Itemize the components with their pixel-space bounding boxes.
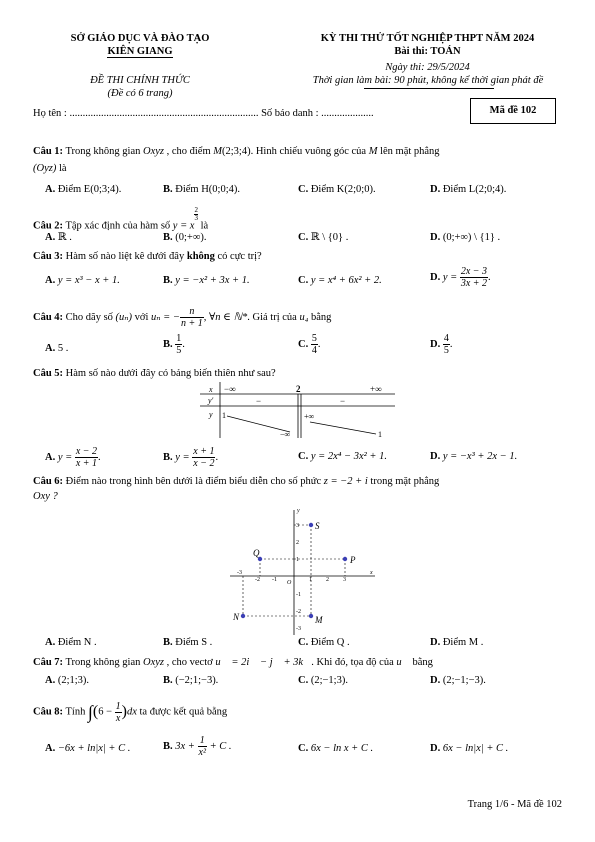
question-label: Câu 1: bbox=[33, 146, 64, 157]
math-var: M bbox=[213, 146, 223, 157]
option-key: B. bbox=[163, 740, 173, 752]
option-text: Điểm H(0;0;4). bbox=[175, 184, 241, 195]
q4-option-a[interactable] bbox=[45, 342, 68, 356]
fraction-numerator: 2x − 3 bbox=[460, 266, 488, 277]
x-axis-label: x bbox=[370, 570, 373, 576]
department-line2 bbox=[40, 46, 240, 57]
option-key: B. bbox=[163, 275, 173, 286]
page-footer: Trang 1/6 - Mã đề 102 bbox=[467, 799, 562, 810]
fraction-numerator: n bbox=[180, 306, 204, 318]
question-text: Trong không gian bbox=[63, 146, 143, 157]
fraction-denominator: x − 2 bbox=[193, 458, 215, 469]
exam-subject: Bài thi: TOÁN bbox=[394, 46, 461, 57]
option-key: A. bbox=[45, 232, 56, 243]
fraction-denominator: x + 1 bbox=[75, 458, 98, 469]
x-tick-label: 1 bbox=[309, 577, 312, 583]
q7-option-a[interactable] bbox=[45, 674, 89, 688]
exam-title: KỲ THI THỬ TỐT NGHIỆP THPT NĂM 2024 bbox=[320, 33, 535, 44]
option-key: C. bbox=[298, 338, 309, 350]
option-text: y = bbox=[57, 451, 73, 463]
complex-plane-graph bbox=[225, 505, 380, 637]
option-key: B. bbox=[163, 451, 173, 463]
option-key: D. bbox=[430, 232, 441, 243]
question-text: Tập xác định của hàm số bbox=[63, 220, 173, 232]
option-text: 6x − ln x + C . bbox=[310, 743, 374, 754]
option-text: (−2;1;−3). bbox=[175, 675, 219, 686]
q2-option-a[interactable] bbox=[45, 231, 72, 245]
q6-option-c[interactable] bbox=[298, 636, 350, 650]
table-minus-inf: −∞ bbox=[280, 430, 291, 438]
integral-sign: ∫ bbox=[87, 702, 93, 722]
fraction-denominator: n + 1 bbox=[180, 318, 203, 329]
q8-option-a[interactable] bbox=[45, 742, 130, 756]
question-6 bbox=[33, 475, 563, 489]
option-text: (0;+∞). bbox=[175, 232, 207, 243]
q1-option-a[interactable] bbox=[45, 183, 121, 197]
open-paren: ( bbox=[92, 703, 99, 720]
question-label: Câu 2: bbox=[33, 220, 64, 232]
option-text: 6x − ln|x| + C . bbox=[442, 743, 509, 754]
math-expr: u₄ bbox=[299, 311, 309, 323]
option-key: A. bbox=[45, 343, 56, 354]
point-S bbox=[309, 523, 313, 527]
option-key: B. bbox=[163, 184, 173, 195]
fraction-numerator: 1 bbox=[176, 333, 182, 344]
q5-option-b[interactable]: B. y = $\frac{x + 1}{x - 2}$ . bbox=[163, 446, 219, 469]
question-text: là bbox=[56, 163, 67, 174]
table-x-label: x bbox=[209, 385, 213, 394]
question-text: Cho dãy số bbox=[63, 311, 116, 323]
q4-option-b[interactable]: B. $\frac{1}{5}$ . bbox=[163, 333, 185, 356]
option-key: D. bbox=[430, 675, 441, 686]
fraction-denominator: x bbox=[115, 712, 121, 724]
math-expr: z = −2 + i bbox=[323, 476, 368, 487]
question-text: là bbox=[197, 220, 209, 232]
q6-option-b[interactable] bbox=[163, 636, 212, 650]
x-tick-label: -3 bbox=[237, 570, 242, 576]
question-8 bbox=[33, 700, 563, 724]
point-label-M: M bbox=[315, 615, 323, 625]
fraction-numerator: 5 bbox=[311, 333, 317, 344]
point-M bbox=[309, 614, 313, 618]
q4-option-c[interactable]: C. $\frac{5}{4}$ . bbox=[298, 333, 321, 356]
table-y-label: y bbox=[209, 410, 213, 419]
y-tick-label: 2 bbox=[296, 540, 299, 546]
option-key: B. bbox=[163, 675, 173, 686]
q3-option-c[interactable] bbox=[298, 274, 382, 288]
option-key: C. bbox=[298, 184, 309, 195]
x-tick-label: -2 bbox=[255, 577, 260, 583]
question-text: , cho điểm bbox=[163, 146, 214, 157]
option-key: C. bbox=[298, 232, 309, 243]
fraction-numerator: 1 bbox=[198, 735, 207, 747]
question-label: Câu 3: bbox=[33, 251, 64, 262]
option-key: C. bbox=[298, 637, 309, 648]
question-3 bbox=[33, 250, 563, 264]
point-label-Q: Q bbox=[253, 548, 260, 558]
option-key: B. bbox=[163, 637, 173, 648]
fraction-numerator: 4 bbox=[443, 333, 449, 344]
table-value-2: 2 bbox=[296, 384, 301, 394]
question-text: Trong không gian bbox=[63, 657, 143, 668]
option-text: y = −x³ + 2x − 1. bbox=[442, 451, 518, 462]
fraction-denominator: x² bbox=[198, 747, 206, 758]
option-key: A. bbox=[45, 184, 56, 195]
x-tick-label: 3 bbox=[343, 577, 346, 583]
question-label: Câu 5: bbox=[33, 368, 64, 379]
table-plus-inf: +∞ bbox=[370, 384, 382, 394]
option-text: y = −x² + 3x + 1. bbox=[175, 275, 250, 286]
q6-option-d[interactable] bbox=[430, 636, 483, 650]
question-text: có cực trị? bbox=[214, 251, 262, 262]
option-key: A. bbox=[45, 637, 56, 648]
q7-option-b[interactable] bbox=[163, 674, 218, 688]
table-value-1: 1 bbox=[222, 411, 226, 420]
point-N bbox=[241, 614, 245, 618]
q1-option-c[interactable] bbox=[298, 183, 376, 197]
y-tick-label: 3 bbox=[296, 523, 299, 529]
table-yprime-label: y' bbox=[208, 396, 214, 405]
q7-option-d[interactable] bbox=[430, 674, 486, 688]
x-tick-label: 2 bbox=[326, 577, 329, 583]
option-text: 5 . bbox=[57, 343, 69, 354]
y-tick-label: -1 bbox=[296, 592, 301, 598]
point-label-N: N bbox=[233, 612, 240, 622]
option-key: C. bbox=[298, 675, 309, 686]
math-expr: (Oyz) bbox=[33, 163, 57, 174]
option-text: Điểm K(2;0;0). bbox=[310, 184, 376, 195]
option-text: 3x + bbox=[175, 740, 195, 752]
exponent-den: 3 bbox=[194, 214, 198, 222]
y-tick-label: -3 bbox=[296, 626, 301, 632]
y-axis-label: y bbox=[297, 508, 300, 514]
table-plus-inf: +∞ bbox=[304, 412, 315, 421]
option-text: + C . bbox=[209, 740, 232, 752]
sign-minus: − bbox=[256, 396, 262, 406]
question-text: . Giá trị của bbox=[247, 311, 300, 323]
option-key: C. bbox=[298, 275, 309, 286]
math-expr: , ∀n ∈ ℕ* bbox=[203, 311, 248, 323]
province: KIÊN GIANG bbox=[107, 46, 173, 57]
department-line1: SỞ GIÁO DỤC VÀ ĐÀO TẠO bbox=[70, 33, 210, 44]
option-text: y = bbox=[175, 451, 190, 463]
pages-note: (Đề có 6 trang) bbox=[107, 88, 173, 99]
question-text: Tính bbox=[63, 706, 88, 718]
duration-underline bbox=[364, 88, 494, 89]
exam-date: Ngày thi: 29/5/2024 bbox=[385, 62, 470, 73]
option-text: Điểm L(2;0;4). bbox=[442, 184, 507, 195]
option-key: D. bbox=[430, 743, 441, 754]
q3-option-d[interactable]: D. y = $\frac{2x - 3}{3x + 2}$ . bbox=[430, 266, 491, 289]
fraction-denominator: 4 bbox=[311, 345, 317, 356]
option-text: Điểm S . bbox=[175, 637, 213, 648]
option-key: A. bbox=[45, 743, 56, 754]
q4-option-d[interactable]: D. $\frac{4}{5}$ . bbox=[430, 333, 453, 356]
x-tick-label: -1 bbox=[272, 577, 277, 583]
question-label: Câu 7: bbox=[33, 657, 64, 668]
sign-minus: − bbox=[340, 396, 346, 406]
q5-option-a[interactable]: A. y = $\frac{x - 2}{x + 1}$ . bbox=[45, 446, 101, 469]
option-text: y = bbox=[442, 271, 458, 283]
question-text: , cho vectơ bbox=[163, 657, 216, 668]
question-text: ta được kết quả bằng bbox=[136, 706, 228, 718]
fraction-denominator: 3x + 2 bbox=[460, 278, 488, 289]
question-7 bbox=[33, 656, 563, 670]
option-text: (2;−1;−3). bbox=[442, 675, 486, 686]
option-key: D. bbox=[430, 637, 441, 648]
close-paren: ) bbox=[121, 703, 127, 720]
option-key: C. bbox=[298, 743, 309, 754]
option-text: Điểm Q . bbox=[310, 637, 350, 648]
fraction-denominator: 5 bbox=[443, 345, 449, 356]
option-text: y = x³ − x + 1. bbox=[57, 275, 120, 286]
question-text: . Hình chiếu vuông góc của bbox=[250, 146, 369, 157]
option-text: −6x + ln|x| + C . bbox=[57, 743, 131, 754]
question-label: Câu 4: bbox=[33, 311, 64, 323]
option-text: ℝ . bbox=[57, 232, 72, 243]
fraction-numerator: x − 2 bbox=[75, 446, 98, 457]
question-1-line2 bbox=[33, 162, 563, 176]
q1-option-d[interactable] bbox=[430, 183, 506, 197]
math-expr: 6 − bbox=[98, 706, 113, 718]
question-4 bbox=[33, 306, 563, 329]
point-label-S: S bbox=[315, 521, 320, 531]
question-text: bằng bbox=[409, 657, 433, 668]
q2-option-b[interactable] bbox=[163, 231, 206, 245]
option-text: ℝ \ {0} . bbox=[310, 232, 349, 243]
math-var: Oxyz bbox=[142, 657, 164, 668]
official-exam-label: ĐỀ THI CHÍNH THỨC bbox=[90, 75, 190, 86]
option-text: Điểm M . bbox=[442, 637, 484, 648]
question-6-line2: Oxy ? bbox=[33, 491, 58, 502]
question-text: . Khi đó, tọa độ của bbox=[311, 657, 397, 668]
q8-option-c[interactable] bbox=[298, 742, 373, 756]
option-text: (2;−1;3). bbox=[310, 675, 348, 686]
exponent-num: 2 bbox=[194, 206, 198, 214]
exam-duration: Thời gian làm bài: 90 phút, không kể thời gian phát đề bbox=[312, 75, 544, 86]
fraction-numerator: x + 1 bbox=[193, 446, 215, 457]
question-text: Điểm nào trong hình bên dưới là điểm biểu diễn cho số phức bbox=[63, 476, 324, 487]
option-text: Điểm N . bbox=[57, 637, 97, 648]
origin-label: O bbox=[287, 580, 292, 586]
math-expr: dx bbox=[126, 706, 137, 718]
option-key: B. bbox=[163, 232, 173, 243]
math-var: u⃗ bbox=[396, 657, 410, 668]
option-text: (0;+∞) \ {1} . bbox=[442, 232, 501, 243]
option-key: D. bbox=[430, 184, 441, 195]
question-text: trong mặt phẳng bbox=[367, 476, 440, 487]
table-minus-inf: −∞ bbox=[224, 384, 236, 394]
question-1 bbox=[33, 145, 563, 159]
q8-option-b[interactable] bbox=[163, 735, 232, 758]
q8-option-d[interactable] bbox=[430, 742, 508, 756]
point-P bbox=[343, 557, 347, 561]
math-var: M bbox=[368, 146, 378, 157]
fraction-denominator: 5 bbox=[176, 345, 182, 356]
question-text: lên mặt phẳng bbox=[377, 146, 440, 157]
option-key: D. bbox=[430, 338, 441, 350]
q6-option-a[interactable] bbox=[45, 636, 97, 650]
exam-code-box: Mã đề 102 bbox=[470, 98, 556, 124]
question-text: với bbox=[132, 311, 152, 323]
candidate-name-line: Họ tên : ........................................................................ Số báo danh : .................... bbox=[33, 108, 374, 119]
y-tick-label: 1 bbox=[296, 557, 299, 563]
option-text: y = x⁴ + 6x² + 2. bbox=[310, 275, 382, 286]
question-text: bằng bbox=[308, 311, 332, 323]
math-expr: y = x bbox=[172, 220, 195, 232]
option-text: (2;1;3). bbox=[57, 675, 90, 686]
q3-option-a[interactable] bbox=[45, 274, 120, 288]
option-key: C. bbox=[298, 451, 309, 462]
q1-option-b[interactable] bbox=[163, 183, 240, 197]
math-var: Oxyz bbox=[142, 146, 164, 157]
option-key: D. bbox=[430, 271, 441, 283]
y-tick-label: -2 bbox=[296, 609, 301, 615]
option-key: A. bbox=[45, 275, 56, 286]
table-value-1: 1 bbox=[378, 430, 382, 438]
fraction-numerator: 1 bbox=[115, 700, 121, 712]
math-expr: (uₙ) bbox=[115, 311, 133, 323]
q2-option-d[interactable] bbox=[430, 231, 500, 245]
option-key: D. bbox=[430, 451, 441, 462]
question-label: Câu 6: bbox=[33, 476, 64, 487]
variation-table bbox=[200, 382, 395, 438]
question-label: Câu 8: bbox=[33, 706, 64, 718]
option-text: y = 2x⁴ − 3x² + 1. bbox=[310, 451, 388, 462]
point-label-P: P bbox=[350, 555, 356, 565]
decrease-arrow bbox=[310, 422, 376, 434]
option-key: B. bbox=[163, 338, 173, 350]
emphasis: không bbox=[186, 251, 215, 262]
option-key: A. bbox=[45, 675, 56, 686]
q5-option-c[interactable] bbox=[298, 450, 387, 464]
q5-option-d[interactable] bbox=[430, 450, 517, 464]
q7-option-c[interactable] bbox=[298, 674, 348, 688]
math-expr: (2;3;4) bbox=[222, 146, 251, 157]
q3-option-b[interactable] bbox=[163, 274, 250, 288]
option-text: Điểm E(0;3;4). bbox=[57, 184, 122, 195]
math-expr: u⃗ = 2i⃗ − j⃗ + 3k⃗ bbox=[215, 657, 312, 668]
q2-option-c[interactable] bbox=[298, 231, 348, 245]
option-key: A. bbox=[45, 451, 56, 463]
question-5 bbox=[33, 367, 563, 381]
math-expr: uₙ = − bbox=[151, 311, 180, 323]
question-text: Hàm số nào liệt kê dưới đây bbox=[63, 251, 187, 262]
question-text: Hàm số nào dưới đây có bảng biến thiên như sau? bbox=[63, 368, 276, 379]
